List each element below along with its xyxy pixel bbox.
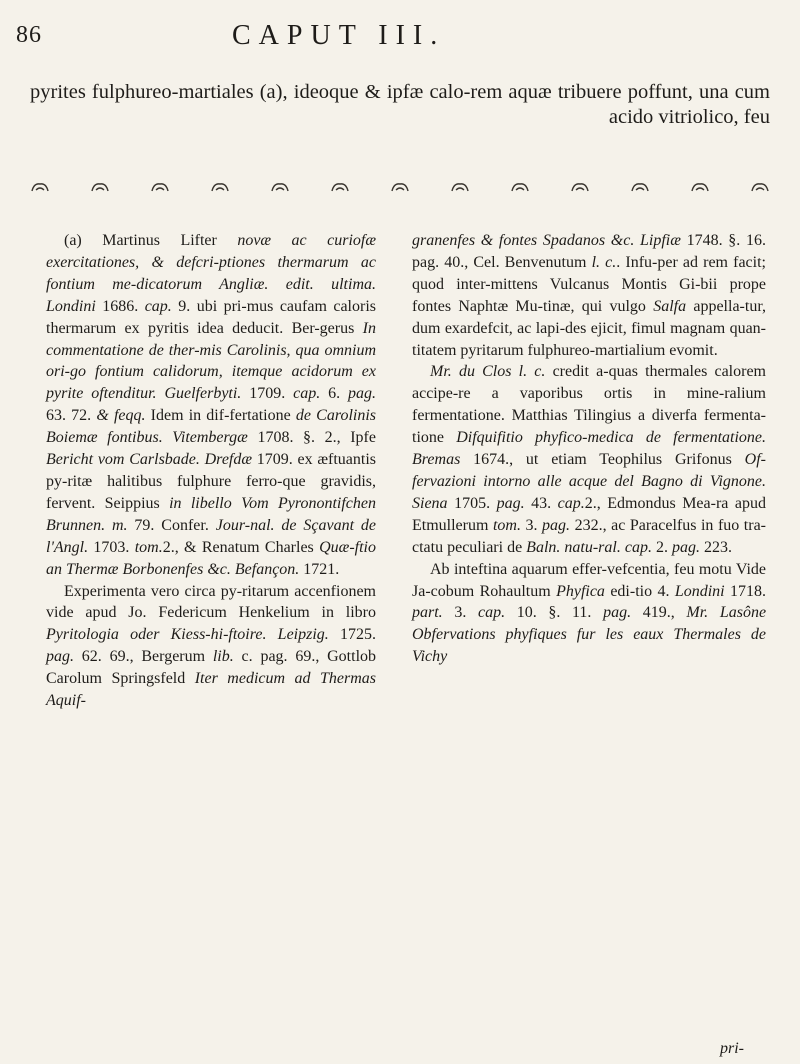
italic-run: Iter medicum ad Thermas Aquif- (46, 670, 377, 710)
roman-run: 6. (328, 385, 349, 403)
italic-run: de Carolinis Boiemæ fontibus. Vitembergæ (46, 407, 377, 447)
roman-run: 1718. (730, 582, 766, 600)
roman-run: Ab inteftina aquarum effer-vefcentia, feu motu Vide Ja-cobum Rohaultum (412, 560, 766, 600)
fleuron-icon (690, 181, 710, 193)
italic-run: Mr. Lasône Obfervations phyfiques fur les eaux Thermales de Vichy (412, 604, 767, 666)
fleuron-icon (510, 181, 530, 193)
italic-run: Difquifitio phyfico-medica de fermentatione. Bremas (412, 429, 767, 469)
roman-run: 1721. (303, 560, 340, 578)
italic-run: pag. (603, 604, 643, 622)
fleuron-icon (270, 181, 290, 193)
italic-run: In commentatione de ther-mis Carolinis, qua omnium ori-go fontium calidorum, itemque acidorum ex pyrite oftenditur. Guelferbyti. (46, 319, 376, 403)
roman-run: 1708. §. 2., Ipfe (257, 429, 376, 447)
roman-run: 63. 72. (46, 407, 97, 425)
italic-run: pag. (46, 648, 82, 666)
italic-run: Salfa (653, 297, 694, 315)
fleuron-icon (90, 181, 110, 193)
roman-run: 419., (642, 604, 687, 622)
fleuron-icon (570, 181, 590, 193)
italic-run: l. c. (591, 253, 617, 271)
footnote-paragraph (46, 581, 376, 712)
roman-run: 1748. §. 16. pag. 40., Cel. Benvenutum (412, 232, 766, 271)
italic-run: cap. (557, 494, 585, 512)
italic-run: Mr. du Clos l. c. (430, 363, 553, 381)
roman-run: 43. (531, 494, 558, 512)
footnote-paragraph (412, 559, 766, 669)
roman-run: 1725. (340, 626, 376, 644)
roman-run: Idem in dif-fertatione (150, 407, 296, 425)
roman-run: 223. (703, 538, 732, 556)
roman-run: 2., Edmondus Mea-ra apud Etmullerum (412, 494, 766, 534)
roman-run: 3. (525, 516, 543, 534)
footnote-paragraph (46, 230, 376, 581)
italic-run: Of-fervazioni intorno alle acque del Bagno di Vignone. Siena (412, 451, 766, 512)
footnote-paragraph (412, 230, 766, 361)
fleuron-icon (750, 181, 770, 193)
roman-run: 1703. (93, 538, 135, 556)
roman-run: c. pag. 69., Gottlob Carolum Springsfeld (46, 648, 377, 688)
italic-run: pag. (348, 385, 377, 403)
fleuron-icon (150, 181, 170, 193)
roman-run: 1705. (454, 494, 497, 512)
roman-run: 2., & Renatum Charles (162, 538, 320, 556)
italic-run: cap. (477, 604, 517, 622)
italic-run: Pyritologia oder Kiess-hi-ftoire. Leipzig. (46, 626, 340, 644)
roman-run: 1674., ut etiam Teophilus Grifonus (473, 451, 745, 469)
fleuron-icon (30, 181, 50, 193)
italic-run: & feqq. (96, 407, 151, 425)
italic-run: cap. (144, 297, 179, 315)
footnote-right-column (412, 230, 766, 668)
roman-run: 1709. (249, 385, 294, 403)
footnote-left-column (46, 230, 376, 712)
running-title: CAPUT III. (232, 20, 446, 51)
roman-run: appella-tur, dum exardefcit, ac lapi-des ejicit, fimul magnam quan-titatem pyritarum fulphureo-martialium evomit. (412, 297, 766, 359)
catchword: pri- (720, 1040, 744, 1057)
page-number: 86 (16, 22, 42, 48)
ornamental-rule (30, 178, 770, 196)
italic-run: Phyfica (556, 582, 611, 600)
italic-run: tom. (492, 516, 526, 534)
italic-run: lib. (212, 648, 242, 666)
fleuron-icon (450, 181, 470, 193)
italic-run: pag. (671, 538, 704, 556)
roman-run: 2. (655, 538, 672, 556)
fleuron-icon (210, 181, 230, 193)
italic-run: tom. (134, 538, 163, 556)
main-text: pyrites fulphureo-martiales (a), ideoque & ipfæ calo-rem aquæ tribuere poffunt, una cum acido vitriolico, feu (30, 81, 770, 128)
fleuron-icon (390, 181, 410, 193)
roman-run: . Infu-per ad rem facit; quod inter-mittens Vulcanus Montis Gi-bii prope fontes Naphtæ Mu-tinæ, qui vulgo (412, 253, 766, 315)
roman-run: 79. Confer. (134, 516, 216, 534)
roman-run: credit a-quas thermales calorem accipe-re a vaporibus ortis in mine-ralium fermentatione. Matthias Tilingius a diverfa fermenta-tione (412, 363, 766, 447)
italic-run: in libello Vom Pyronontifchen Brunnen. m. (46, 494, 376, 534)
roman-run: 1686. (102, 297, 145, 315)
italic-run: Baln. natu-ral. cap. (526, 538, 656, 556)
italic-run: pag. (542, 516, 575, 534)
italic-run: granenfes & fontes Spadanos &c. Lipfiæ (412, 232, 687, 249)
roman-run: Experimenta vero circa py-ritarum accenfionem vide apud Jo. Federicum Henkelium in libro (46, 582, 376, 622)
italic-run: Londini (674, 582, 730, 600)
roman-run: edi-tio 4. (610, 582, 675, 600)
roman-run: 3. (454, 604, 478, 622)
roman-run: (a) Martinus Lifter (64, 232, 238, 249)
italic-run: novæ ac curiofæ exercitationes, & defcri-ptiones thermarum ac fontium me-dicatorum Angliæ. edit. ultima. Londini (46, 232, 377, 315)
roman-run: 9. ubi pri-mus caufam caloris thermarum ex pyritis idea deducit. Ber-gerus (46, 297, 377, 337)
roman-run: 10. §. 11. (516, 604, 604, 622)
roman-run: 1709. ex æftuantis py-ritæ halitibus fulphure ferro-que gravidis, fervent. Seippius (46, 451, 376, 512)
fleuron-icon (630, 181, 650, 193)
italic-run: Quæ-ftio an Thermæ Borbonenfes &c. Befançon. (46, 538, 376, 578)
roman-run: 62. 69., Bergerum (81, 648, 213, 666)
italic-run: Bericht vom Carlsbade. Drefdæ (46, 451, 257, 469)
italic-run: cap. (293, 385, 329, 403)
roman-run: 232., ac Paracelfus in fuo tra-ctatu peculiari de (412, 516, 767, 556)
fleuron-icon (330, 181, 350, 193)
italic-run: part. (412, 604, 455, 622)
italic-run: Jour-nal. de Sçavant de l'Angl. (46, 516, 377, 556)
footnote-paragraph (412, 361, 766, 558)
italic-run: pag. (496, 494, 532, 512)
